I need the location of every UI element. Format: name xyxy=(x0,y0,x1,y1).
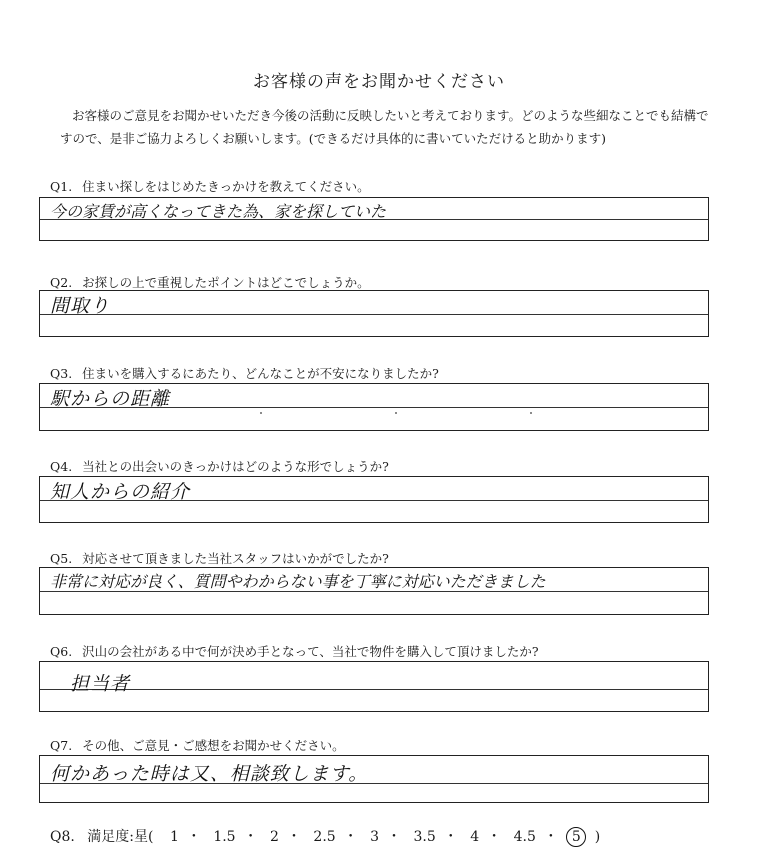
stray-dot xyxy=(530,412,532,414)
answer-box-3[interactable] xyxy=(39,383,709,431)
question-text: 沢山の会社がある中で何が決め手となって、当社で物件を購入して頂けましたか? xyxy=(82,644,539,659)
question-text: お探しの上で重視したポイントはどこでしょうか。 xyxy=(82,275,370,290)
question-label: Q4. xyxy=(50,459,73,474)
answer-3: 駅からの距離 xyxy=(50,388,171,410)
answer-5: 非常に対応が良く、質問やわからない事を丁寧に対応いただきました xyxy=(50,572,546,591)
question-2 xyxy=(50,273,370,291)
intro-text: お客様のご意見をお聞かせいただき今後の活動に反映したいと考えております。どのような些細なことでも結構ですので、是非ご協力よろしくお願いします。(できるだけ具体的に書いていただけると助かります) xyxy=(60,108,709,146)
question-label: Q3. xyxy=(50,366,73,381)
answer-box-4[interactable] xyxy=(39,476,709,523)
question-6 xyxy=(50,642,539,660)
rating-option[interactable]: 1.5 xyxy=(213,829,236,845)
answer-box-1[interactable] xyxy=(39,197,709,241)
rating-option[interactable]: 4.5 xyxy=(513,829,536,845)
question-label: Q7. xyxy=(50,738,73,753)
question-text: 住まい探しをはじめたきっかけを教えてください。 xyxy=(82,179,370,194)
answer-6: 担当者 xyxy=(70,673,131,695)
question-1 xyxy=(50,177,370,195)
answer-2: 間取り xyxy=(50,295,111,317)
answer-7: 何かあった時は又、相談致します。 xyxy=(50,763,369,785)
question-4 xyxy=(50,457,389,475)
question-label: Q8. xyxy=(50,829,75,845)
rating-option[interactable]: 4 xyxy=(470,829,480,845)
page-title: お客様の声をお聞かせください xyxy=(253,72,505,92)
satisfaction-rating xyxy=(50,826,600,847)
answer-box-7[interactable] xyxy=(39,755,709,803)
question-text: 満足度:星( xyxy=(87,829,154,845)
answer-box-6[interactable] xyxy=(39,661,709,712)
question-text: その他、ご意見・ご感想をお聞かせください。 xyxy=(82,738,345,753)
question-7 xyxy=(50,736,345,754)
question-label: Q1. xyxy=(50,179,73,194)
question-text: 対応させて頂きました当社スタッフはいかがでしたか? xyxy=(82,551,389,566)
answer-1: 今の家賃が高くなってきた為、家を探していた xyxy=(50,202,387,221)
rating-option[interactable]: 1 xyxy=(169,829,179,845)
rating-option[interactable]: 3.5 xyxy=(413,829,436,845)
rating-option[interactable]: 2.5 xyxy=(313,829,336,845)
rating-option[interactable]: 3 xyxy=(370,829,380,845)
ruled-line xyxy=(40,689,708,690)
question-3 xyxy=(50,364,439,382)
rating-options: 1 ・ 1.5 ・ 2 ・ 2.5 ・ 3 ・ 3.5 ・ 4 ・ 4.5 ・ 5 xyxy=(162,829,595,845)
question-label: Q5. xyxy=(50,551,73,566)
question-label: Q6. xyxy=(50,644,73,659)
stray-dot xyxy=(395,412,397,414)
answer-box-5[interactable] xyxy=(39,567,709,615)
question-text: 住まいを購入するにあたり、どんなことが不安になりましたか? xyxy=(82,366,439,381)
rating-close-paren: ) xyxy=(594,829,601,845)
stray-dot xyxy=(260,412,262,414)
question-label: Q2. xyxy=(50,275,73,290)
rating-option-selected[interactable]: 5 xyxy=(566,827,586,847)
answer-4: 知人からの紹介 xyxy=(50,481,191,503)
ruled-line xyxy=(40,314,708,315)
question-5 xyxy=(50,549,389,567)
question-text: 当社との出会いのきっかけはどのような形でしょうか? xyxy=(82,459,389,474)
rating-option[interactable]: 2 xyxy=(270,829,279,845)
answer-box-2[interactable] xyxy=(39,290,709,337)
